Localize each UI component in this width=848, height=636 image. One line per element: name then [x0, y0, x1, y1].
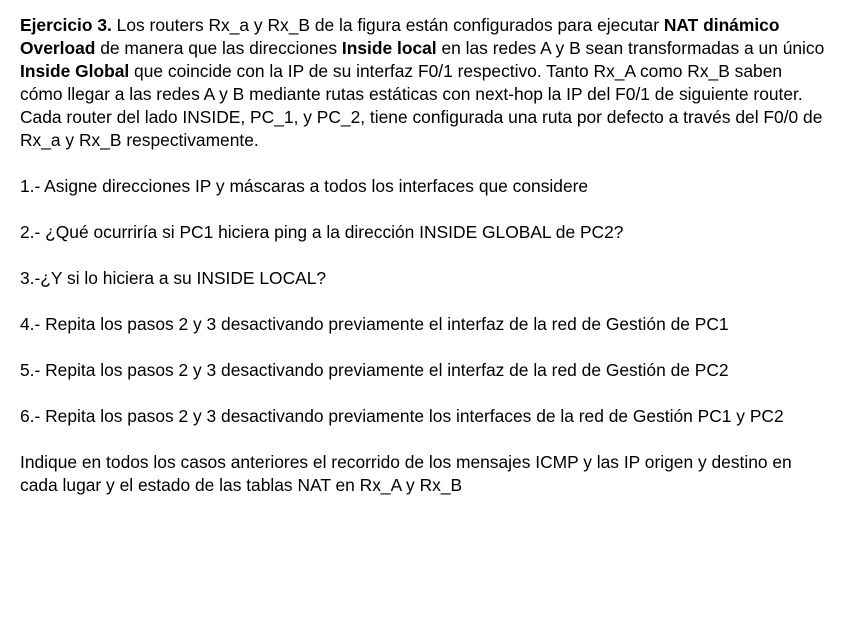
- intro-text-1: Los routers Rx_a y Rx_B de la figura están configurados para ejecutar: [111, 15, 664, 35]
- question-4: 4.- Repita los pasos 2 y 3 desactivando previamente el interfaz de la red de Gestión de PC1: [20, 314, 729, 334]
- intro-text-2: de manera que las direcciones: [95, 38, 342, 58]
- intro-term-inside-local: Inside local: [341, 38, 437, 58]
- closing-instructions: Indique en todos los casos anteriores el recorrido de los mensajes ICMP y las IP origen y destino en cada lugar y el estado de las tablas NAT en Rx_A y Rx_B: [20, 452, 792, 495]
- question-1: 1.- Asigne direcciones IP y máscaras a todos los interfaces que considere: [20, 176, 589, 196]
- question-3: 3.-¿Y si lo hiciera a su INSIDE LOCAL?: [20, 268, 327, 288]
- exercise-intro-paragraph: [20, 14, 828, 152]
- question-6: 6.- Repita los pasos 2 y 3 desactivando previamente los interfaces de la red de Gestión PC1 y PC2: [20, 406, 784, 426]
- intro-text-4: que coincide con la IP de su interfaz F0/1 respectivo. Tanto Rx_A como Rx_B saben cómo llegar a las redes A y B mediante rutas estáticas con next-hop la IP del F0/1 de siguiente router. Cada router del lado INSIDE, PC_1, y PC_2, tiene configurada una ruta por defecto a través del F0/0 de Rx_a y Rx_B respectivamente.: [20, 61, 823, 150]
- intro-text-3: en las redes A y B sean transformadas a un único: [436, 38, 825, 58]
- exercise-title: Ejercicio 3.: [20, 15, 112, 35]
- question-5: 5.- Repita los pasos 2 y 3 desactivando previamente el interfaz de la red de Gestión de PC2: [20, 360, 729, 380]
- question-2: 2.- ¿Qué ocurriría si PC1 hiciera ping a la dirección INSIDE GLOBAL de PC2?: [20, 222, 624, 242]
- intro-term-nat-overload: NAT dinámico Overload: [20, 15, 780, 58]
- intro-term-inside-global: Inside Global: [20, 61, 130, 81]
